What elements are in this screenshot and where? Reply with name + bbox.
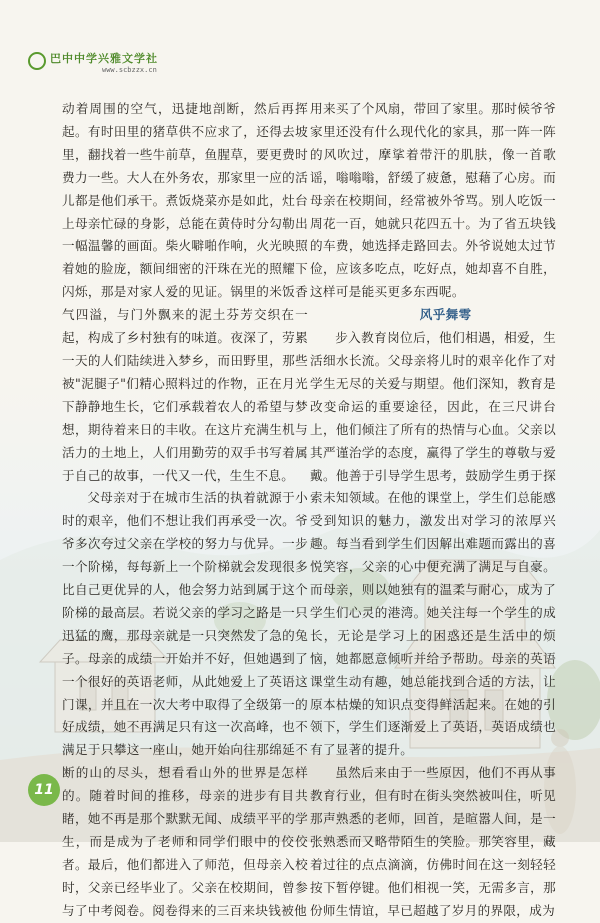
paragraph-right-3: 虽然后来由于一些原因，他们不再从事教育行业，但有时在街头突然被叫住，听见那声熟悉的老师，回首，是暄嚣人间，是一张熟悉而又略带陌生的笑脸。那笑容里，藏着过往的点点滴滴，仿佛时间在这一刻轻轻按下暂停键。他们相视一笑，无需多言，那份师生情谊，早已超越了岁月的界限，成为 <box>310 765 556 918</box>
website-url: www.scbzzx.cn <box>102 66 157 74</box>
paragraph-right-1: 用来买了个风扇，带回了家里。那时候爷爷家里还没有什么现代化的家具，那一阵一阵的风吹过，摩挲着带汗的肌肤，像一首歌谣，嗡嗡嗡，舒缓了疲惫，慰藉了心房。而母亲在校期间，经常被外爷骂。别人吃饭一周花一百，她就只花四五十。为了省五块钱的车费，她选择走路回去。外爷说她太过节俭，应该多吃点，吃好点，她却喜不自胜，这样可是能买更多东西呢。 <box>310 101 556 300</box>
section-title: 风乎舞雩 <box>419 307 472 323</box>
literary-society-logo-icon <box>28 52 46 70</box>
right-column <box>310 98 556 923</box>
paragraph-left-2: 父母亲对于在城市生活的执着就源于小时的艰辛，他们不想让我们再承受一次。爷爷多次夸过父亲在学校的努力与优异。一步一个阶梯，每每新上一个阶梯就会发现很多比自己更优异的人，他会努力站到属于这个阶梯的最高层。若说父亲的学习之路是一只迅猛的鹰，那母亲就是一只突然发了急的兔子。母亲的成绩一开始并不好，但她遇到了一个很好的英语老师，从此她爱上了英语这门课，并且在一次大考中取得了全级第一的好成绩，她不再满足只有这一次高峰，也不满足于只攀这一座山，她开始向往那绵延不断的山的尽头，想看看山外的世界是怎样的。随着时间的推移，母亲的进步有目共睹，她不再是那个默默无闻、成绩平平的学生，而是成为了老师和同学们眼中的佼佼者。最后，他们都进入了师范，但母亲入校时，父亲已经毕业了。父亲在校期间，曾参与了中考阅卷。阅卷得来的三百来块钱被他 <box>62 490 308 918</box>
paragraph-right-2: 步入教育岗位后，他们相遇，相爱，生活细水长流。父母亲将儿时的艰辛化作了对学生无尽的关爱与期望。他们深知，教育是改变命运的重要途径，因此，在三尺讲台上，他们倾注了所有的热情与心血。父亲以其严谨治学的态度，赢得了学生的尊敬与爱戴。他善于引导学生思考，鼓励学生勇于探索未知领域。在他的课堂上，学生们总能感受到知识的魅力，激发出对学习的浓厚兴趣。每当看到学生们因解出难题而露出的喜悦笑容，父亲的心中便充满了满足与自豪。而母亲，则以她独有的温柔与耐心，成为了学生们心灵的港湾。她关注每一个学生的成长，无论是学习上的困惑还是生活中的烦恼，她都愿意倾听并给予帮助。母亲的英语课堂生动有趣，她总能找到合适的方法，让原本枯燥的知识点变得鲜活起来。在她的引领下，学生们逐渐爱上了英语，英语成绩也有了显著的提升。 <box>310 330 556 758</box>
paragraph-left-1: 动着周围的空气，迅捷地剖断，然后再挥起。有时田里的猪草供不应求了，还得去坡里，翻找着一些牛前草，鱼腥草，要更费时费力一些。大人在外务农，那家里一应的活儿都是他们承干。煮饭烧菜亦是如此，灶台上母亲忙碌的身影，总能在黄侍时分勾勒出一幅温馨的画面。柴火噼啪作响，火光映照着她的脸庞，额间细密的汗珠在光的照耀下闪烁，那是对家人爱的见证。锅里的米饭香气四溢，与门外飘来的泥土芬芳交织在一起，构成了乡村独有的味道。夜深了，劳累一天的人们陆续进入梦乡，而田野里，那些被"泥腿子"们精心照料过的作物，正在月光下静静地生长，它们承载着农人的希望与梦想，期待着来日的丰收。在这片充满生机与活力的土地上，人们用勤劳的双手书写着属于自己的故事，一代又一代，生生不息。 <box>62 101 308 483</box>
page-number: 11 <box>28 774 60 806</box>
literary-society-title: 巴中中学兴雅文学社 <box>50 52 158 65</box>
left-column <box>62 98 308 923</box>
